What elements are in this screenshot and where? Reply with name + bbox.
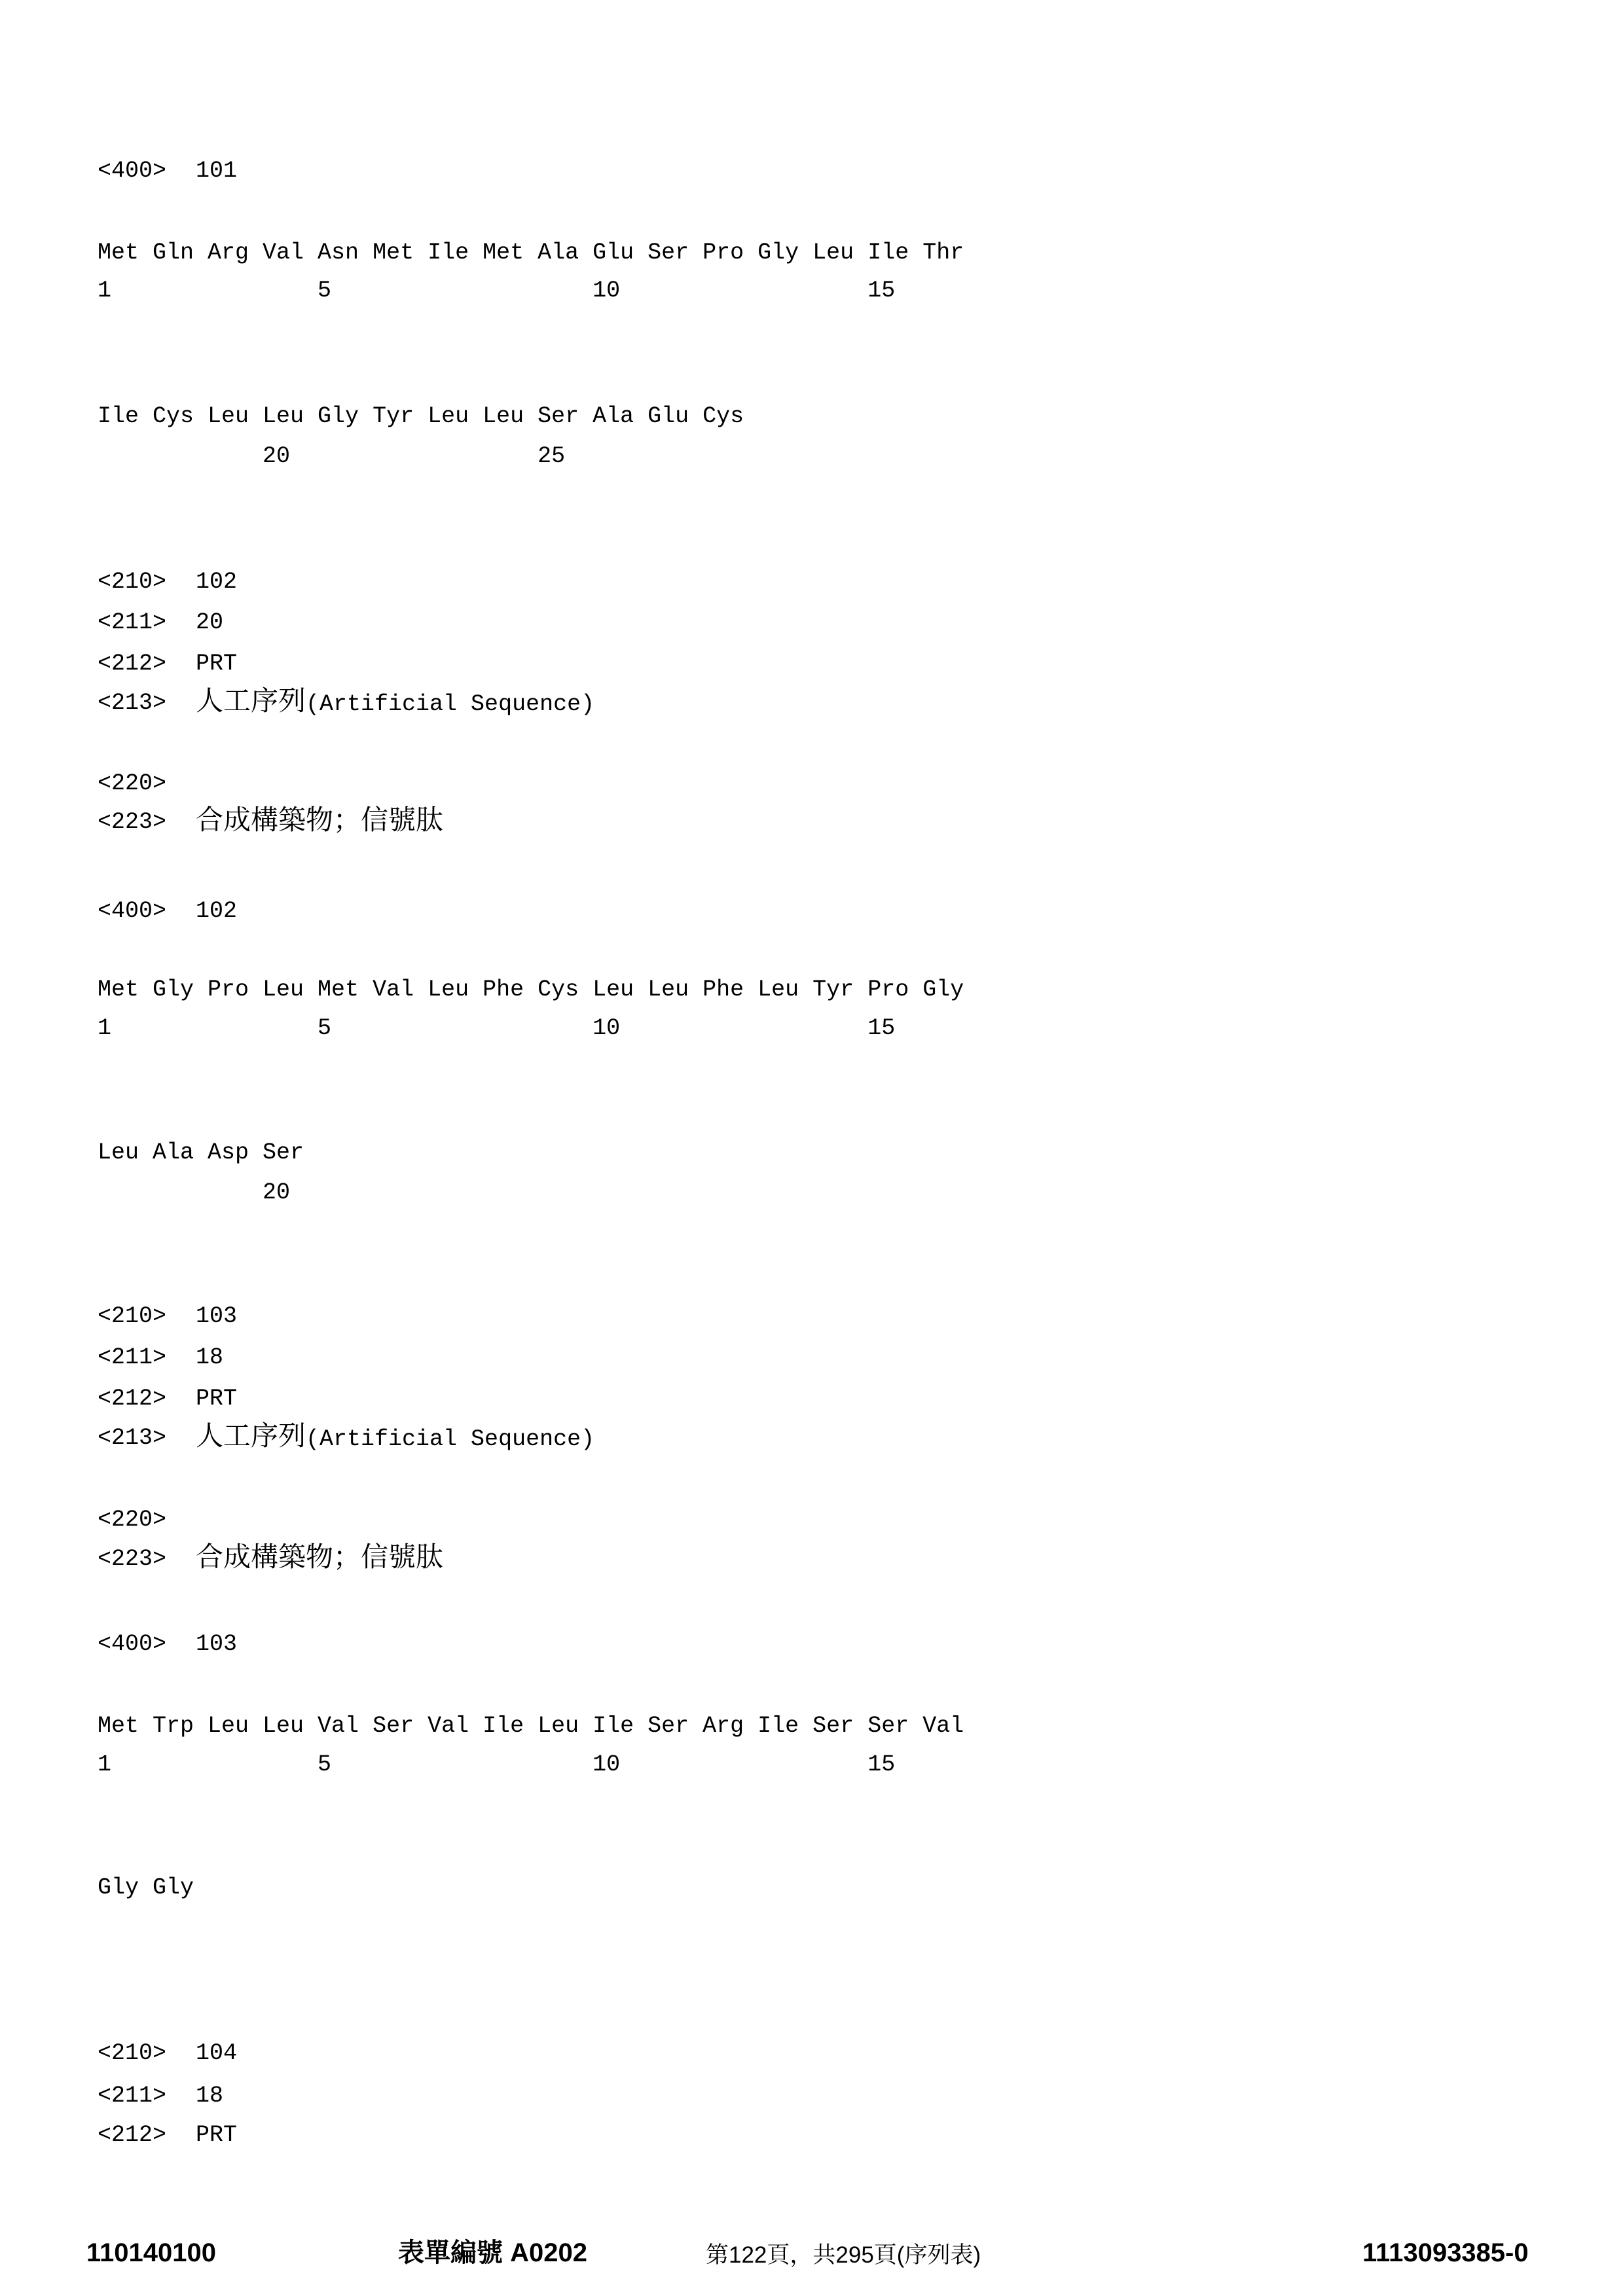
- seq103-row1-residues: Met Trp Leu Leu Val Ser Val Ile Leu Ile Ser Arg Ile Ser Ser Val: [98, 1713, 964, 1739]
- entry104-type-line: [98, 2122, 238, 2148]
- entry103-organism-latin: (Artificial Sequence): [306, 1426, 595, 1452]
- seq101-row2-residues: Ile Cys Leu Leu Gly Tyr Leu Leu Ser Ala Glu Cys: [98, 403, 744, 429]
- entry103-id-value: 103: [196, 1303, 238, 1329]
- entry103-type-value: PRT: [196, 1386, 238, 1412]
- footer-application-number: 110140100: [86, 2238, 217, 2267]
- entry104-type-tag: <212>: [98, 2122, 167, 2148]
- entry103-length-line: [98, 1344, 224, 1371]
- footer-page-info: 第122頁，共295頁(序列表): [706, 2242, 981, 2268]
- entry103-organism-line: [98, 1422, 595, 1454]
- entry104-id-value: 104: [196, 2040, 238, 2066]
- seq102-row2-residues: Leu Ala Asp Ser: [98, 1139, 304, 1166]
- entry102-description-cjk: 合成構築物；信號肽: [196, 806, 444, 838]
- entry102-organism-latin: (Artificial Sequence): [306, 691, 595, 717]
- entry103-organism-cjk: 人工序列: [196, 1422, 306, 1454]
- entry103-type-tag: <212>: [98, 1386, 167, 1412]
- seq103-row2-residues: Gly Gly: [98, 1874, 194, 1901]
- entry102-length-tag: <211>: [98, 609, 167, 636]
- seq101-header-value: 101: [196, 158, 238, 184]
- entry102-length-value: 20: [196, 609, 224, 636]
- entry102-type-line: [98, 651, 238, 677]
- entry102-description-line: [98, 806, 444, 838]
- entry103-description-cjk: 合成構築物；信號肽: [196, 1543, 444, 1575]
- entry103-type-line: [98, 1386, 238, 1412]
- seq103-header-value: 103: [196, 1631, 238, 1657]
- entry104-type-value: PRT: [196, 2122, 238, 2148]
- entry102-feature-tag: <220>: [98, 770, 167, 797]
- entry104-id-tag: <210>: [98, 2040, 167, 2066]
- seq103-header-tag: <400>: [98, 1631, 167, 1657]
- entry102-id-line: [98, 569, 238, 595]
- entry103-feature-tag: <220>: [98, 1507, 167, 1533]
- entry103-description-tag: <223>: [98, 1546, 167, 1572]
- entry102-length-line: [98, 609, 224, 636]
- entry102-description-tag: <223>: [98, 809, 167, 835]
- entry102-id-tag: <210>: [98, 569, 167, 595]
- entry102-type-tag: <212>: [98, 651, 167, 677]
- entry103-organism-tag: <213>: [98, 1425, 167, 1451]
- entry103-length-tag: <211>: [98, 1344, 167, 1371]
- seq101-header-tag: <400>: [98, 158, 167, 184]
- seq103-header-line: [98, 1631, 238, 1657]
- entry103-description-line: [98, 1543, 444, 1575]
- entry102-id-value: 102: [196, 569, 238, 595]
- seq102-row1-residues: Met Gly Pro Leu Met Val Leu Phe Cys Leu Leu Phe Leu Tyr Pro Gly: [98, 977, 964, 1003]
- seq102-header-tag: <400>: [98, 898, 167, 924]
- footer-form-number: 表單編號 A0202: [398, 2238, 587, 2267]
- entry102-organism-tag: <213>: [98, 690, 167, 716]
- entry102-type-value: PRT: [196, 651, 238, 677]
- entry103-id-tag: <210>: [98, 1303, 167, 1329]
- seq101-row2-numbers: 20 25: [98, 443, 566, 469]
- seq101-row1-numbers: 1 5 10 15: [98, 278, 896, 304]
- entry102-feature-line: [98, 770, 166, 797]
- seq103-row1-numbers: 1 5 10 15: [98, 1751, 896, 1778]
- entry104-length-line: [98, 2083, 224, 2109]
- seq101-header-line: [98, 158, 238, 184]
- entry102-organism-line: [98, 687, 595, 719]
- entry104-length-tag: <211>: [98, 2083, 167, 2109]
- seq102-header-line: [98, 898, 238, 924]
- seq102-header-value: 102: [196, 898, 238, 924]
- entry104-id-line: [98, 2040, 238, 2066]
- entry103-feature-line: [98, 1507, 166, 1533]
- entry102-organism-cjk: 人工序列: [196, 687, 306, 719]
- footer-document-number: 1113093385-0: [1362, 2238, 1529, 2267]
- entry104-length-value: 18: [196, 2083, 224, 2109]
- seq102-row1-numbers: 1 5 10 15: [98, 1015, 896, 1041]
- seq101-row1-residues: Met Gln Arg Val Asn Met Ile Met Ala Glu Ser Pro Gly Leu Ile Thr: [98, 240, 964, 266]
- entry103-id-line: [98, 1303, 238, 1329]
- entry103-length-value: 18: [196, 1344, 224, 1371]
- seq102-row2-numbers: 20: [98, 1179, 291, 1206]
